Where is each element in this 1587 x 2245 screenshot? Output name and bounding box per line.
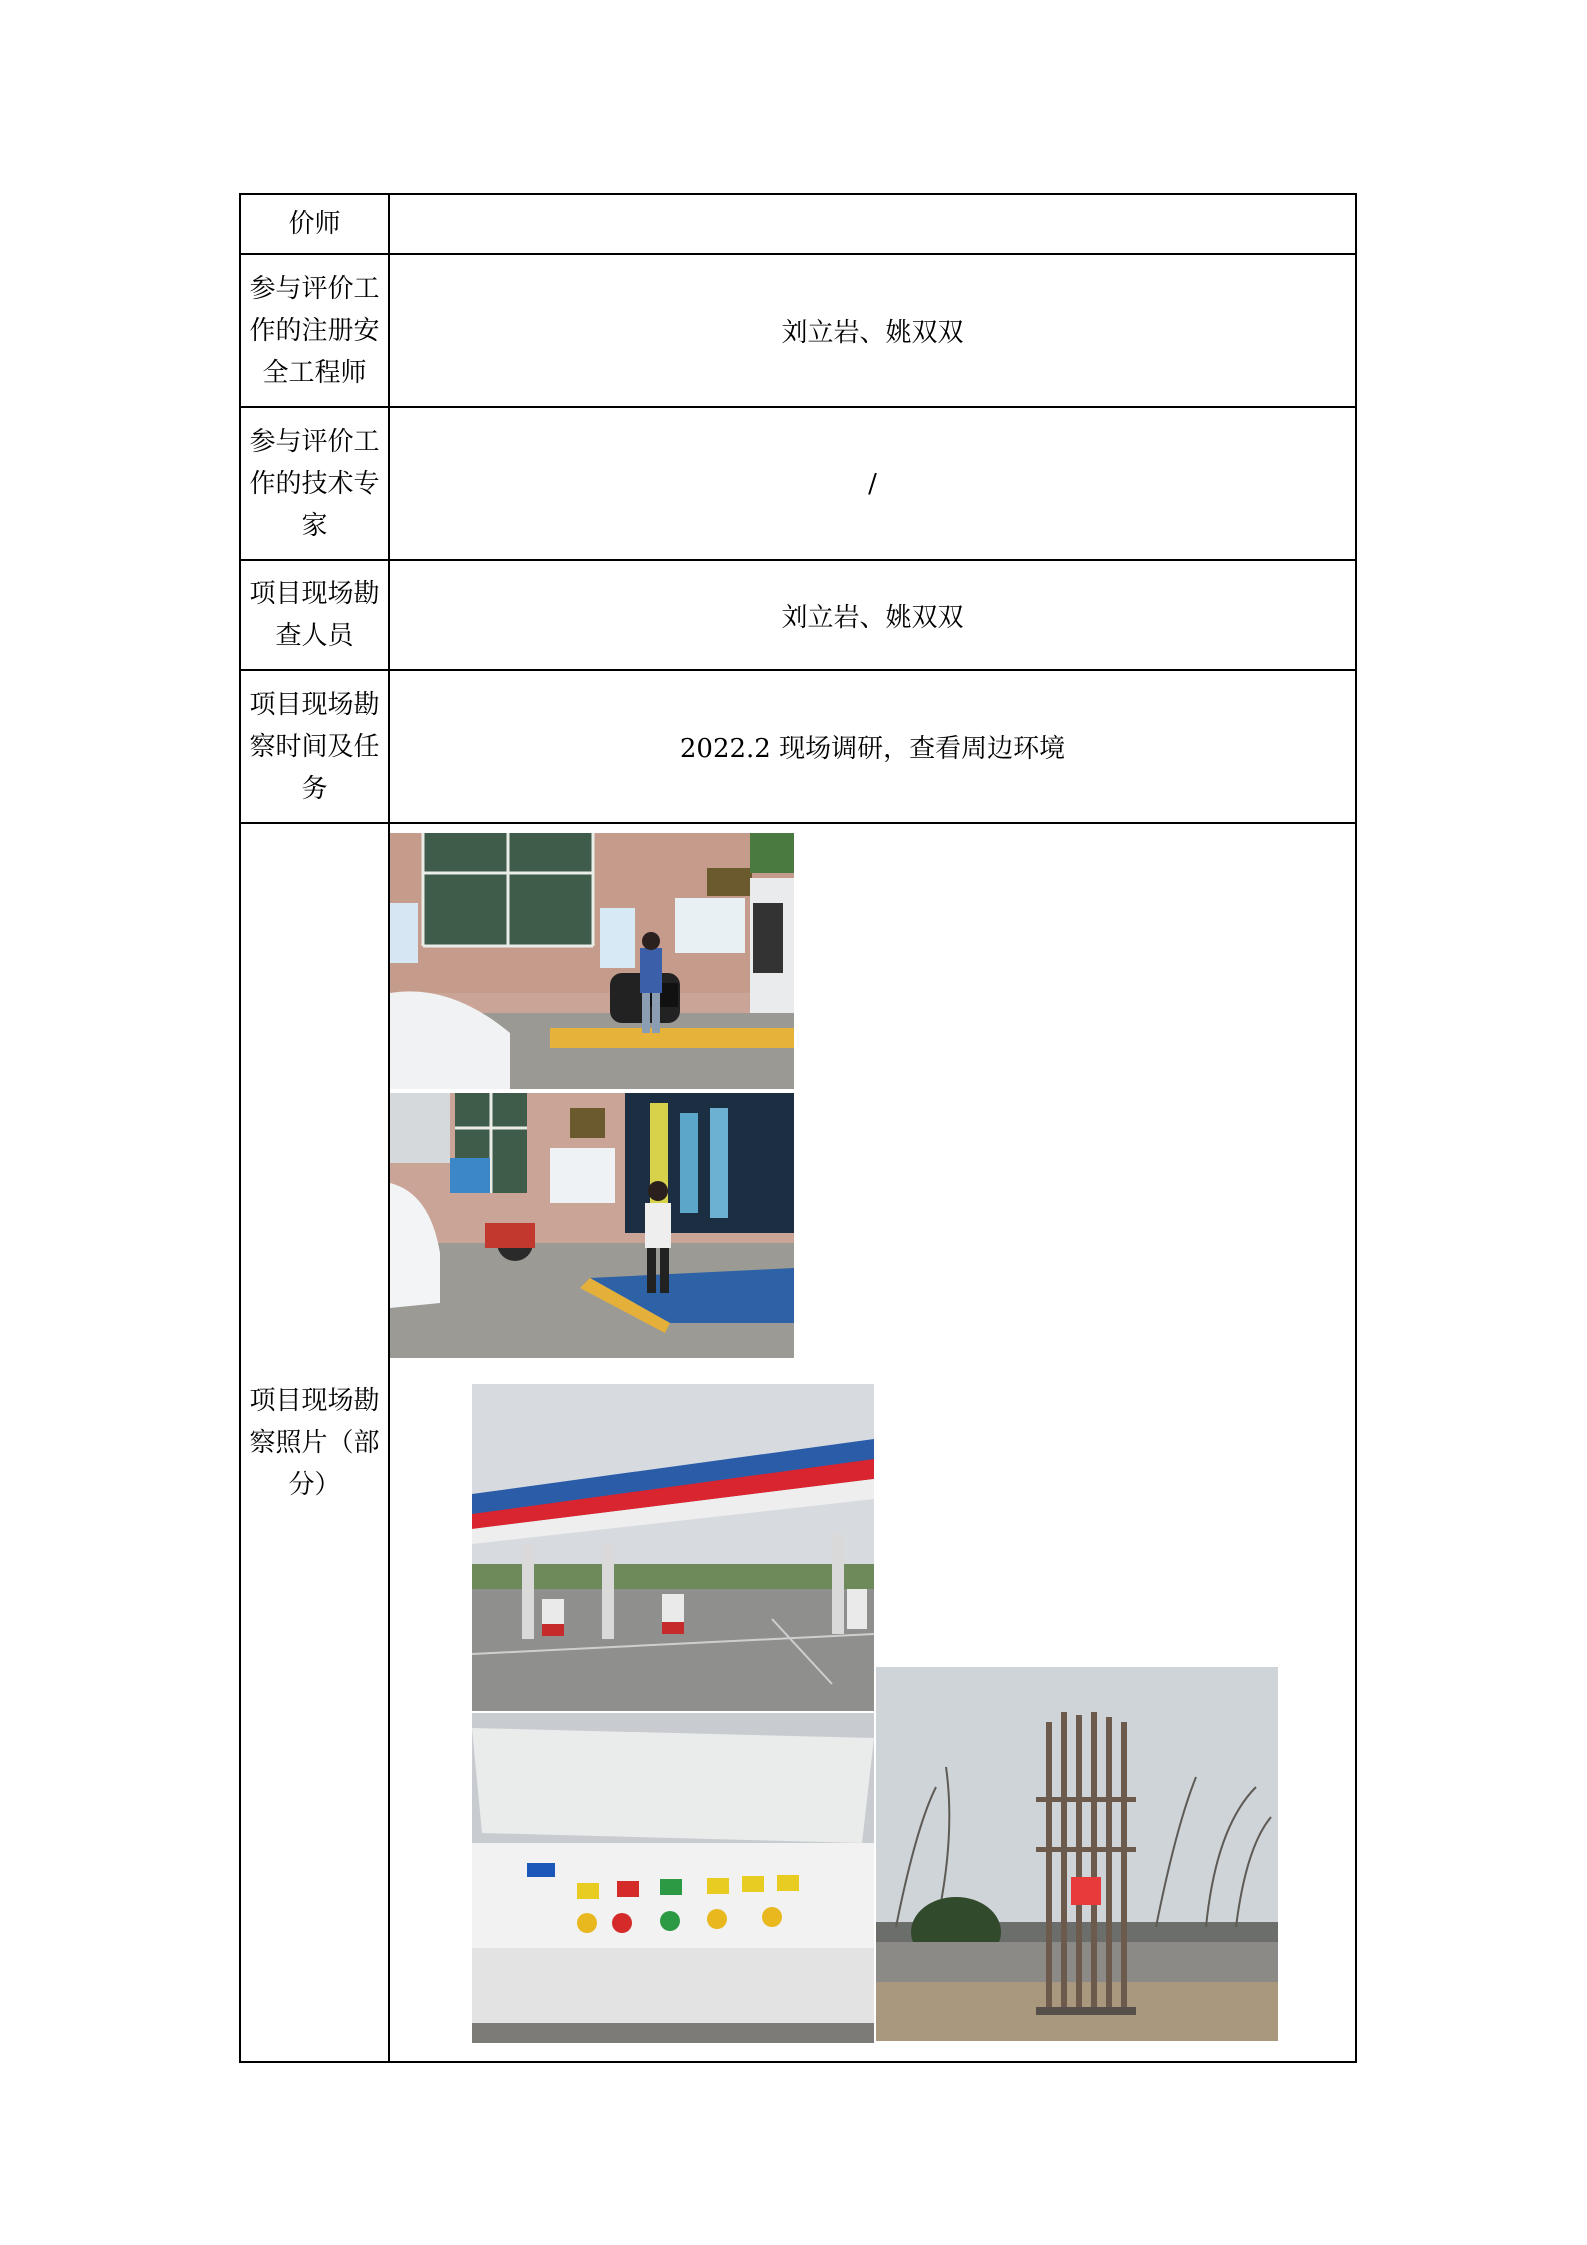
photo-vent-pipes [876, 1667, 1278, 2041]
photo-tank-well-covers [472, 1713, 874, 2043]
row-value: 刘立岩、姚双双 [781, 318, 964, 348]
table-row [241, 824, 1355, 2061]
row-label: 价师 [241, 195, 390, 253]
table-row [241, 408, 1355, 561]
row-label: 参与评价工作的技术专家 [241, 408, 390, 559]
row-label: 项目现场勘察时间及任务 [241, 671, 390, 822]
table-row [241, 255, 1355, 408]
table-row [241, 561, 1355, 671]
info-table [239, 193, 1357, 2063]
row-label: 项目现场勘察照片（部分） [241, 824, 390, 2061]
row-value [390, 195, 1355, 253]
row-value: 刘立岩、姚双双 [781, 602, 964, 633]
row-label: 项目现场勘查人员 [241, 561, 390, 669]
photo-person-at-entrance [390, 1093, 794, 1358]
row-label: 参与评价工作的注册安全工程师 [241, 255, 390, 406]
photo-person-by-building [390, 833, 794, 1089]
row-value: 2022.2 现场调研，查看周边环境 [679, 734, 1066, 764]
photo-gas-station-canopy [472, 1384, 874, 1711]
table-row [241, 195, 1355, 255]
row-value: / [868, 468, 877, 499]
table-row [241, 671, 1355, 824]
